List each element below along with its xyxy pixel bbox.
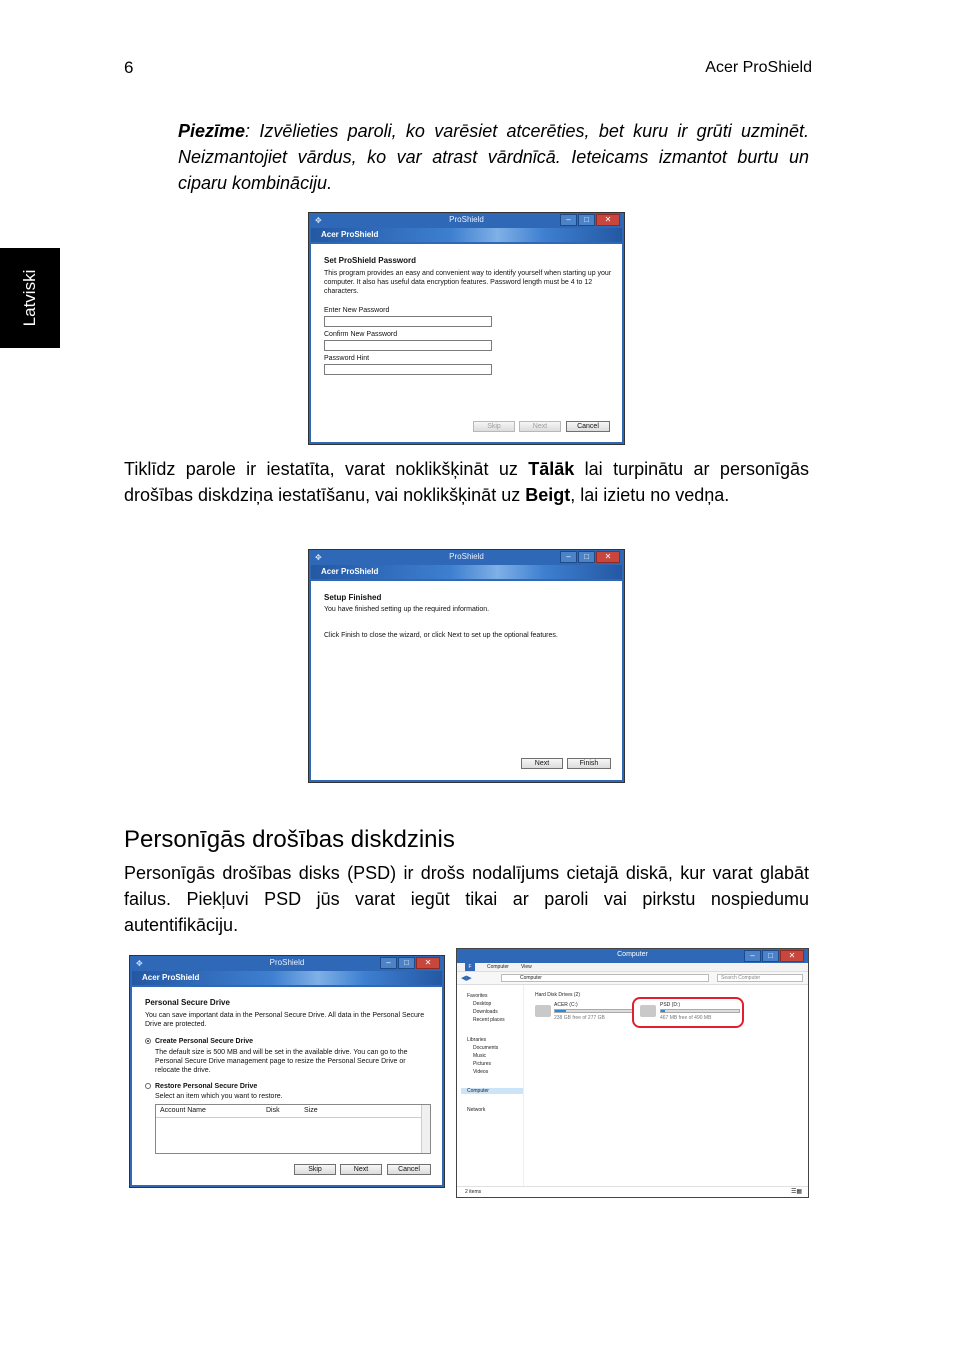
restore-list[interactable] [155,1104,431,1154]
drive-c-icon [535,1005,551,1017]
next-button[interactable]: Next [521,758,563,769]
skip-button[interactable]: Skip [473,421,515,432]
restore-psd-description: Select an item which you want to restore. [155,1093,283,1100]
app-icon: ✥ [315,216,322,225]
paragraph-text-a: Tiklīdz parole ir iestatīta, varat noklikšķināt uz [124,459,529,479]
dialog-heading: Setup Finished [324,593,382,602]
finish-term: Beigt [525,485,571,505]
nav-libraries[interactable]: Libraries [467,1037,487,1043]
status-bar [457,1186,808,1197]
nav-documents[interactable]: Documents [473,1045,499,1051]
new-password-input[interactable] [324,316,492,327]
explorer-title-bar [457,949,808,963]
dialog-heading: Personal Secure Drive [145,998,230,1007]
proshield-password-window [308,212,625,445]
file-explorer-window [456,948,809,1198]
maximize-button[interactable]: □ [762,950,779,962]
proshield-psd-window [129,955,445,1188]
nav-videos[interactable]: Videos [473,1069,489,1075]
navigation-pane [457,985,524,1187]
explorer-title: Computer [617,951,648,958]
dialog-body [311,244,622,442]
file-tab[interactable]: F [465,963,475,971]
nav-favorites[interactable]: Favorites [467,993,488,999]
paragraph-text-d: , lai izietu no vedņa. [570,485,730,505]
create-psd-label: Create Personal Secure Drive [155,1038,254,1045]
dialog-description: This program provides an easy and convenient way to identify yourself when starting up your computer. It also has useful data encryption features. Password length must be 4 to 12 characters. [324,270,612,295]
nav-downloads[interactable]: Downloads [473,1009,498,1015]
drive-d-free-space: 467 MB free of 490 MB [660,1015,712,1021]
computer-tab[interactable]: Computer [487,964,509,970]
dialog-body [132,987,442,1185]
note-label: Piezīme [178,121,246,141]
nav-network[interactable]: Network [467,1107,486,1113]
nav-pictures[interactable]: Pictures [473,1061,492,1067]
nav-music[interactable]: Music [473,1053,487,1059]
skip-button[interactable]: Skip [294,1164,336,1175]
dialog-header-band: Acer ProShield [311,228,622,242]
finished-message: You have finished setting up the required information. [324,606,490,613]
view-tab[interactable]: View [521,964,532,970]
new-password-label: Enter New Password [324,307,390,314]
dialog-heading: Set ProShield Password [324,256,417,265]
create-psd-radio[interactable] [145,1038,151,1044]
close-button[interactable]: ✕ [416,957,440,969]
minimize-button[interactable]: – [744,950,761,962]
password-hint-label: Password Hint [324,355,370,362]
window-title: ProShield [449,215,484,224]
running-header-title: Acer ProShield [705,59,812,76]
drive-c-usage-fill [555,1010,566,1012]
nav-desktop[interactable]: Desktop [473,1001,492,1007]
instruction-paragraph [124,456,809,508]
dialog-header-band: Acer ProShield [132,971,442,985]
note-paragraph [178,118,809,196]
finish-instruction: Click Finish to close the wizard, or click Next to set up the optional features. [324,632,558,639]
next-term: Tālāk [528,459,575,479]
column-account-name[interactable]: Account Name [160,1107,206,1114]
confirm-password-input[interactable] [324,340,492,351]
side-tab-label: Latviski [20,269,39,327]
cancel-button[interactable]: Cancel [566,421,610,432]
proshield-setup-finished-window [308,549,625,783]
column-disk[interactable]: Disk [266,1107,280,1114]
app-icon: ✥ [315,553,322,562]
password-hint-input[interactable] [324,364,492,375]
minimize-button[interactable]: – [380,957,397,969]
app-icon: ✥ [136,959,143,968]
drive-c-name[interactable]: ACER (C:) [554,1002,578,1008]
section-paragraph: Personīgās drošības disks (PSD) ir drošs nodalījums cietajā diskā, kur varat glabāt failus. Piekļuvi PSD jūs varat iegūt tikai ar paroli vai pirkstu nospiedumu autentifikāciju. [124,863,809,935]
list-scrollbar[interactable] [421,1105,430,1153]
maximize-button[interactable]: □ [578,214,595,226]
nav-computer[interactable]: Computer [461,1088,523,1094]
restore-psd-label: Restore Personal Secure Drive [155,1083,258,1090]
window-title: ProShield [269,958,305,967]
dialog-body [311,581,622,780]
note-text: : Izvēlieties paroli, ko varēsiet atcerēties, bet kuru ir grūti uzminēt. Neizmantojiet vārdus, ko var atrast vārdnīcā. Ieteicams izmantot burtu un ciparu kombināciju. [178,121,809,193]
dialog-header-band: Acer ProShield [311,565,622,579]
drive-c-free-space: 238 GB free of 277 GB [554,1015,605,1021]
create-psd-description: The default size is 500 MB and will be set in the available drive. You can go to the Personal Secure Drive management page to resize the Personal Secure Drive or relocate the drive. [155,1049,408,1074]
maximize-button[interactable]: □ [398,957,415,969]
title-bar [309,213,624,228]
item-count: 2 items [465,1189,482,1195]
page-number: 6 [124,58,134,77]
maximize-button[interactable]: □ [578,551,595,563]
view-toggle-icon[interactable]: ☰▦ [790,1189,802,1195]
title-bar [130,956,444,971]
window-title: ProShield [449,552,484,561]
dialog-description: You can save important data in the Personal Secure Drive. All data in the Personal Secure Drive are protected. [145,1012,425,1028]
next-button[interactable]: Next [519,421,561,432]
minimize-button[interactable]: – [560,214,577,226]
nav-recent-places[interactable]: Recent places [473,1017,505,1023]
drive-c-usage-bar [554,1009,634,1013]
back-forward-icon[interactable]: ◀▶ [461,975,472,982]
close-button[interactable]: ✕ [596,214,620,226]
minimize-button[interactable]: – [560,551,577,563]
next-button[interactable]: Next [340,1164,382,1175]
close-button[interactable]: ✕ [780,950,804,962]
paragraph-text-c: lai turpinātu ar personīgās drošības diskdziņa iestatīšanu, vai noklikšķināt uz [124,459,809,505]
close-button[interactable]: ✕ [596,551,620,563]
search-input[interactable]: Search Computer [717,974,803,982]
finish-button[interactable]: Finish [567,758,611,769]
list-header-divider [156,1117,430,1118]
address-bar-row [457,972,808,985]
address-input[interactable]: Computer [501,974,709,982]
language-side-tab [0,248,60,348]
confirm-password-label: Confirm New Password [324,331,398,338]
psd-highlight-circle [632,997,744,1028]
section-heading: Personīgās drošības diskdzinis [124,826,455,853]
ribbon-tabs [457,963,808,972]
column-size[interactable]: Size [304,1107,318,1114]
drive-d-name[interactable]: PSD (D:) [660,1002,680,1008]
title-bar [309,550,624,565]
restore-psd-radio[interactable] [145,1083,151,1089]
cancel-button[interactable]: Cancel [387,1164,431,1175]
drive-group-header: Hard Disk Drives (2) [535,992,581,998]
